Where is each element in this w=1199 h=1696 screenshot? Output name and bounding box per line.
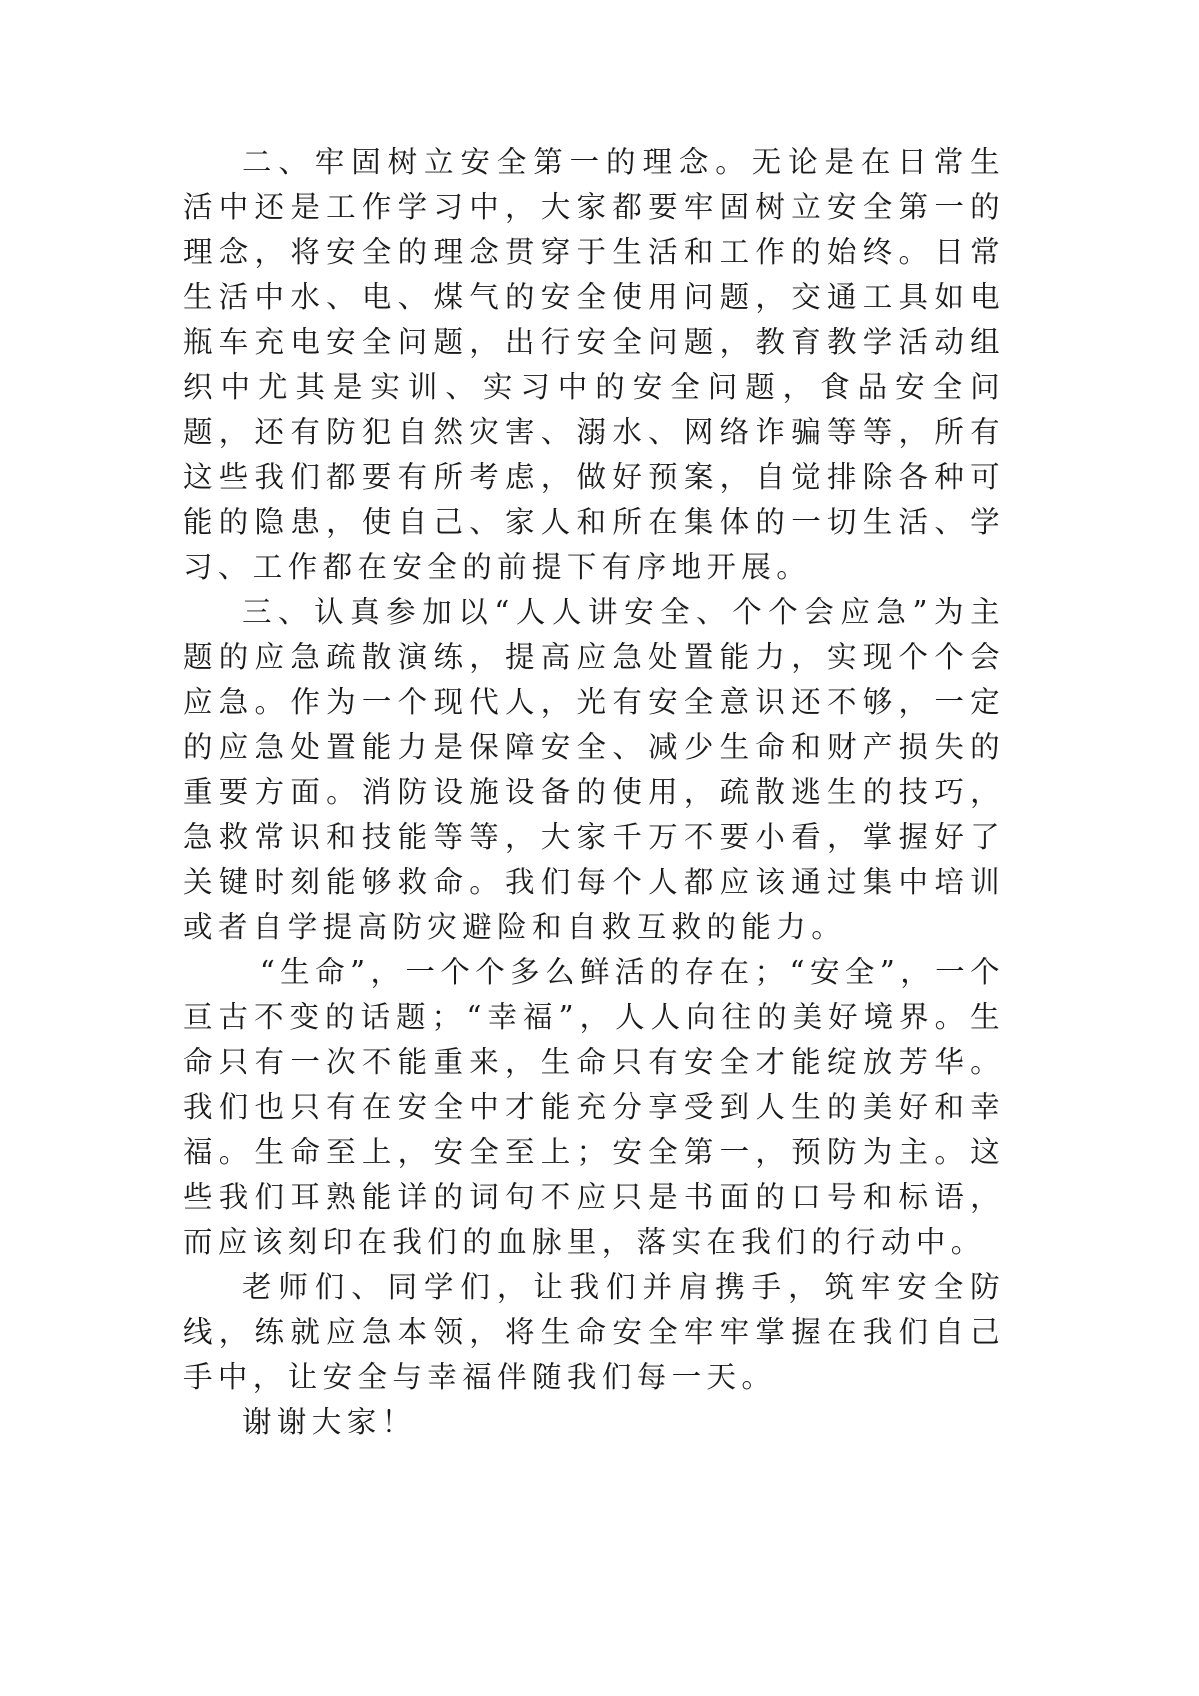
paragraph-emergency-drill: 三、认真参加以“人人讲安全、个个会应急”为主题的应急疏散演练，提高应急处置能力，实现个个会应急。作为一个现代人，光有安全意识还不够，一定的应急处置能力是保障安全、减少生命和财产损失的重要方面。消防设施设备的使用，疏散逃生的技巧，急救常识和技能等等，大家千万不要小看，掌握好了关键时刻能够救命。我们每个人都应该通过集中培训或者自学提高防灾避险和自救互救的能力。: [183, 595, 1005, 944]
document-body: [183, 140, 1005, 1445]
paragraph-thanks: 谢谢大家！: [242, 1405, 417, 1439]
paragraph-closing-call: 老师们、同学们，让我们并肩携手，筑牢安全防线，练就应急本领，将生命安全牢牢掌握在我们自己手中，让安全与幸福伴随我们每一天。: [183, 1270, 1005, 1394]
paragraph-life-safety-happiness: “生命”，一个个多么鲜活的存在；“安全”，一个亘古不变的话题；“幸福”，人人向往的美好境界。生命只有一次不能重来，生命只有安全才能绽放芳华。我们也只有在安全中才能充分享受到人生的美好和幸福。生命至上，安全至上；安全第一，预防为主。这些我们耳熟能详的词句不应只是书面的口号和标语，而应该刻印在我们的血脉里，落实在我们的行动中。: [183, 955, 1005, 1259]
paragraph-safety-first: 二、牢固树立安全第一的理念。无论是在日常生活中还是工作学习中，大家都要牢固树立安全第一的理念，将安全的理念贯穿于生活和工作的始终。日常生活中水、电、煤气的安全使用问题，交通工具如电瓶车充电安全问题，出行安全问题，教育教学活动组织中尤其是实训、实习中的安全问题，食品安全问题，还有防犯自然灾害、溺水、网络诈骗等等，所有这些我们都要有所考虑，做好预案，自觉排除各种可能的隐患，使自己、家人和所在集体的一切生活、学习、工作都在安全的前提下有序地开展。: [183, 145, 1005, 584]
